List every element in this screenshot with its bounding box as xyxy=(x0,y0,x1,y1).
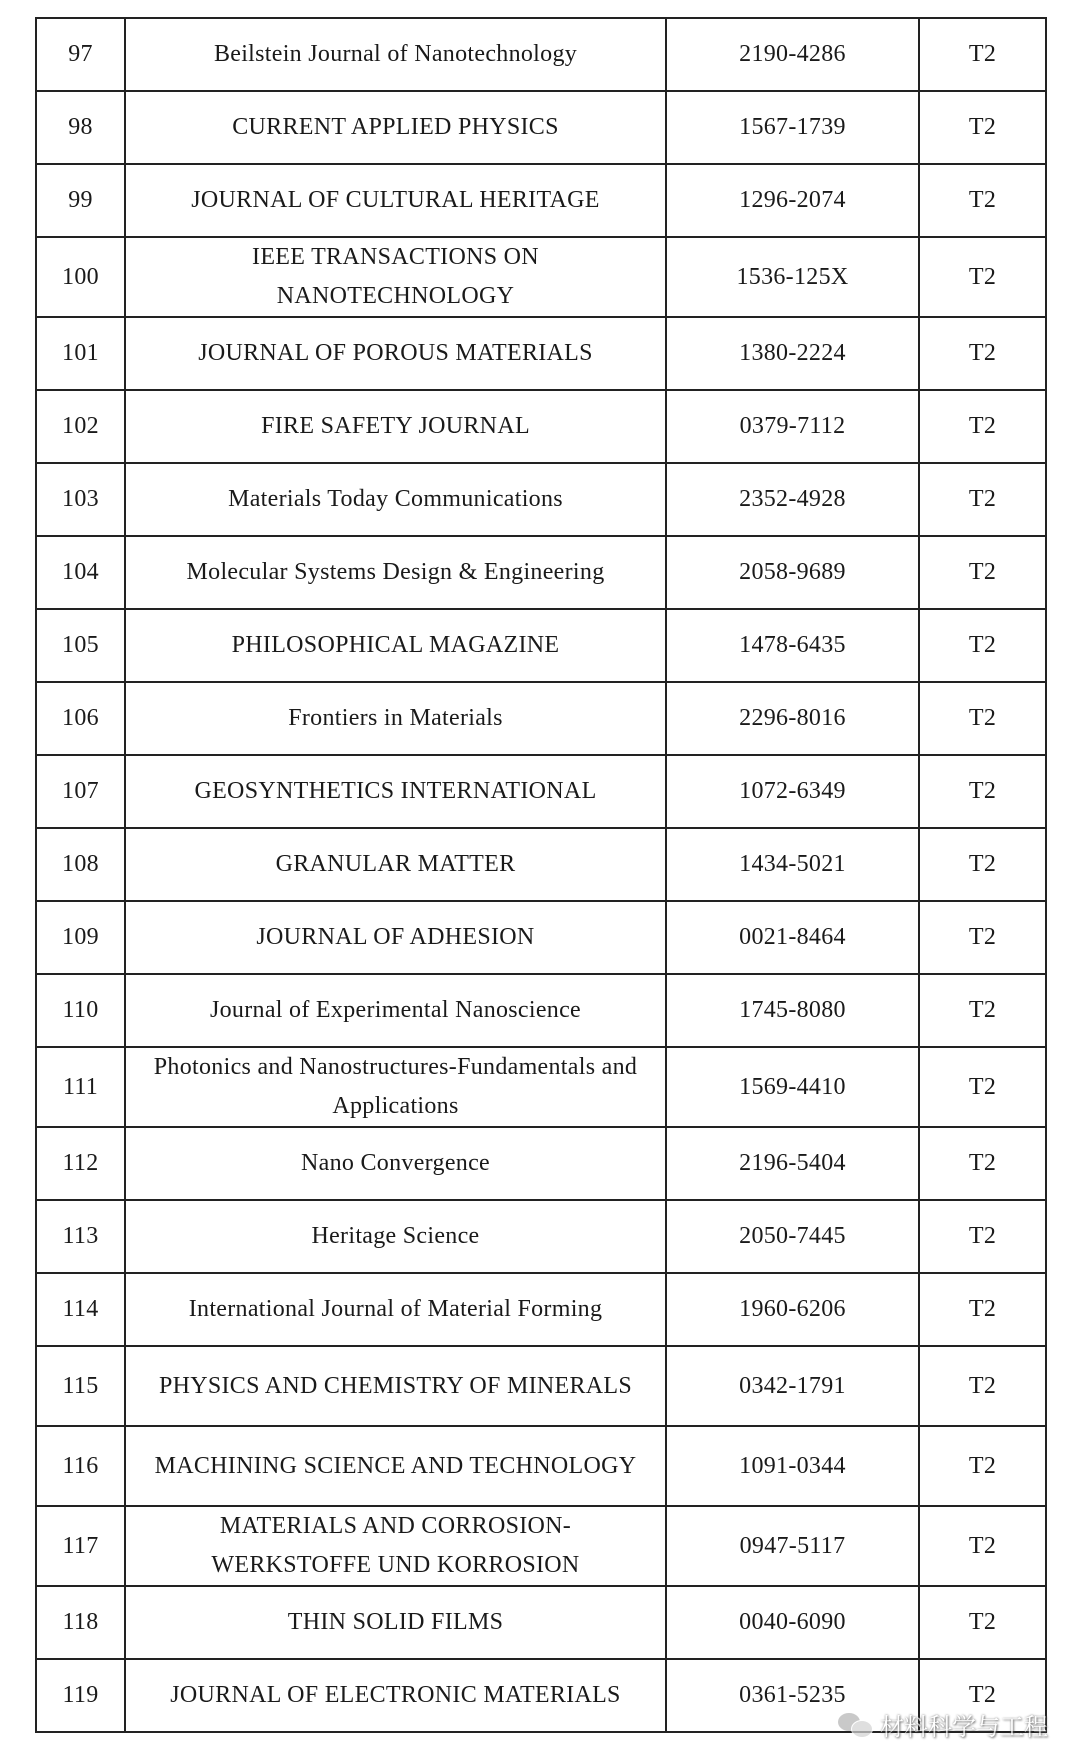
journal-name-cell: JOURNAL OF ELECTRONIC MATERIALS xyxy=(125,1659,666,1732)
tier-cell: T2 xyxy=(919,1426,1046,1506)
journal-number-cell: 100 xyxy=(36,237,125,317)
journal-name-cell: MACHINING SCIENCE AND TECHNOLOGY xyxy=(125,1426,666,1506)
journal-name-cell: MATERIALS AND CORROSION-WERKSTOFFE UND KORROSION xyxy=(125,1506,666,1586)
table-row xyxy=(36,682,1046,755)
table-row xyxy=(36,91,1046,164)
tier-cell: T2 xyxy=(919,536,1046,609)
table-row xyxy=(36,609,1046,682)
tier-cell: T2 xyxy=(919,1659,1046,1732)
issn-cell: 2058-9689 xyxy=(666,536,919,609)
issn-cell: 2050-7445 xyxy=(666,1200,919,1273)
journal-name-cell: Molecular Systems Design & Engineering xyxy=(125,536,666,609)
journal-table-body xyxy=(36,18,1046,1732)
table-row xyxy=(36,317,1046,390)
journal-number-cell: 115 xyxy=(36,1346,125,1426)
issn-cell: 1434-5021 xyxy=(666,828,919,901)
table-row xyxy=(36,237,1046,317)
tier-cell: T2 xyxy=(919,237,1046,317)
issn-cell: 1960-6206 xyxy=(666,1273,919,1346)
table-row xyxy=(36,390,1046,463)
table-row xyxy=(36,828,1046,901)
journal-name-cell: JOURNAL OF ADHESION xyxy=(125,901,666,974)
journal-number-cell: 97 xyxy=(36,18,125,91)
journal-table-container xyxy=(35,17,1045,1733)
journal-table xyxy=(35,17,1047,1733)
journal-name-cell: Photonics and Nanostructures-Fundamentals and Applications xyxy=(125,1047,666,1127)
issn-cell: 2190-4286 xyxy=(666,18,919,91)
watermark xyxy=(838,1707,1048,1742)
tier-cell: T2 xyxy=(919,390,1046,463)
journal-number-cell: 104 xyxy=(36,536,125,609)
journal-number-cell: 112 xyxy=(36,1127,125,1200)
tier-cell: T2 xyxy=(919,317,1046,390)
issn-cell: 0947-5117 xyxy=(666,1506,919,1586)
journal-number-cell: 107 xyxy=(36,755,125,828)
issn-cell: 0342-1791 xyxy=(666,1346,919,1426)
table-row xyxy=(36,1047,1046,1127)
table-row xyxy=(36,1200,1046,1273)
journal-number-cell: 119 xyxy=(36,1659,125,1732)
journal-number-cell: 110 xyxy=(36,974,125,1047)
table-row xyxy=(36,1273,1046,1346)
journal-name-cell: Journal of Experimental Nanoscience xyxy=(125,974,666,1047)
table-row xyxy=(36,1586,1046,1659)
journal-name-cell: PHILOSOPHICAL MAGAZINE xyxy=(125,609,666,682)
tier-cell: T2 xyxy=(919,1346,1046,1426)
table-row xyxy=(36,18,1046,91)
tier-cell: T2 xyxy=(919,164,1046,237)
table-row xyxy=(36,901,1046,974)
journal-number-cell: 98 xyxy=(36,91,125,164)
table-row xyxy=(36,463,1046,536)
journal-number-cell: 114 xyxy=(36,1273,125,1346)
tier-cell: T2 xyxy=(919,1273,1046,1346)
journal-name-cell: THIN SOLID FILMS xyxy=(125,1586,666,1659)
issn-cell: 1296-2074 xyxy=(666,164,919,237)
journal-number-cell: 99 xyxy=(36,164,125,237)
journal-number-cell: 113 xyxy=(36,1200,125,1273)
journal-name-cell: International Journal of Material Forming xyxy=(125,1273,666,1346)
journal-name-cell: Frontiers in Materials xyxy=(125,682,666,755)
journal-name-cell: FIRE SAFETY JOURNAL xyxy=(125,390,666,463)
journal-name-cell: IEEE TRANSACTIONS ON NANOTECHNOLOGY xyxy=(125,237,666,317)
tier-cell: T2 xyxy=(919,682,1046,755)
journal-name-cell: JOURNAL OF POROUS MATERIALS xyxy=(125,317,666,390)
table-row xyxy=(36,974,1046,1047)
journal-name-cell: PHYSICS AND CHEMISTRY OF MINERALS xyxy=(125,1346,666,1426)
table-row xyxy=(36,755,1046,828)
tier-cell: T2 xyxy=(919,609,1046,682)
tier-cell: T2 xyxy=(919,828,1046,901)
issn-cell: 1569-4410 xyxy=(666,1047,919,1127)
tier-cell: T2 xyxy=(919,901,1046,974)
issn-cell: 2296-8016 xyxy=(666,682,919,755)
issn-cell: 1091-0344 xyxy=(666,1426,919,1506)
table-row xyxy=(36,1127,1046,1200)
issn-cell: 0361-5235 xyxy=(666,1659,919,1732)
table-row xyxy=(36,164,1046,237)
issn-cell: 1478-6435 xyxy=(666,609,919,682)
wechat-icon xyxy=(838,1711,872,1739)
tier-cell: T2 xyxy=(919,1200,1046,1273)
table-row xyxy=(36,1426,1046,1506)
issn-cell: 0379-7112 xyxy=(666,390,919,463)
tier-cell: T2 xyxy=(919,1127,1046,1200)
journal-number-cell: 116 xyxy=(36,1426,125,1506)
tier-cell: T2 xyxy=(919,974,1046,1047)
journal-name-cell: CURRENT APPLIED PHYSICS xyxy=(125,91,666,164)
journal-name-cell: Beilstein Journal of Nanotechnology xyxy=(125,18,666,91)
journal-name-cell: Nano Convergence xyxy=(125,1127,666,1200)
issn-cell: 1745-8080 xyxy=(666,974,919,1047)
table-row xyxy=(36,1346,1046,1426)
issn-cell: 0021-8464 xyxy=(666,901,919,974)
issn-cell: 2352-4928 xyxy=(666,463,919,536)
issn-cell: 1072-6349 xyxy=(666,755,919,828)
journal-name-cell: JOURNAL OF CULTURAL HERITAGE xyxy=(125,164,666,237)
journal-number-cell: 103 xyxy=(36,463,125,536)
issn-cell: 2196-5404 xyxy=(666,1127,919,1200)
table-row xyxy=(36,536,1046,609)
tier-cell: T2 xyxy=(919,755,1046,828)
journal-number-cell: 117 xyxy=(36,1506,125,1586)
journal-number-cell: 118 xyxy=(36,1586,125,1659)
tier-cell: T2 xyxy=(919,1586,1046,1659)
issn-cell: 0040-6090 xyxy=(666,1586,919,1659)
issn-cell: 1567-1739 xyxy=(666,91,919,164)
journal-number-cell: 106 xyxy=(36,682,125,755)
tier-cell: T2 xyxy=(919,91,1046,164)
watermark-text: 材料科学与工程 xyxy=(880,1713,1048,1741)
journal-number-cell: 108 xyxy=(36,828,125,901)
tier-cell: T2 xyxy=(919,1047,1046,1127)
journal-number-cell: 105 xyxy=(36,609,125,682)
journal-name-cell: GRANULAR MATTER xyxy=(125,828,666,901)
issn-cell: 1536-125X xyxy=(666,237,919,317)
journal-name-cell: Materials Today Communications xyxy=(125,463,666,536)
table-row xyxy=(36,1506,1046,1586)
journal-name-cell: Heritage Science xyxy=(125,1200,666,1273)
journal-name-cell: GEOSYNTHETICS INTERNATIONAL xyxy=(125,755,666,828)
journal-number-cell: 109 xyxy=(36,901,125,974)
journal-number-cell: 102 xyxy=(36,390,125,463)
tier-cell: T2 xyxy=(919,463,1046,536)
tier-cell: T2 xyxy=(919,1506,1046,1586)
journal-number-cell: 101 xyxy=(36,317,125,390)
issn-cell: 1380-2224 xyxy=(666,317,919,390)
journal-number-cell: 111 xyxy=(36,1047,125,1127)
tier-cell: T2 xyxy=(919,18,1046,91)
